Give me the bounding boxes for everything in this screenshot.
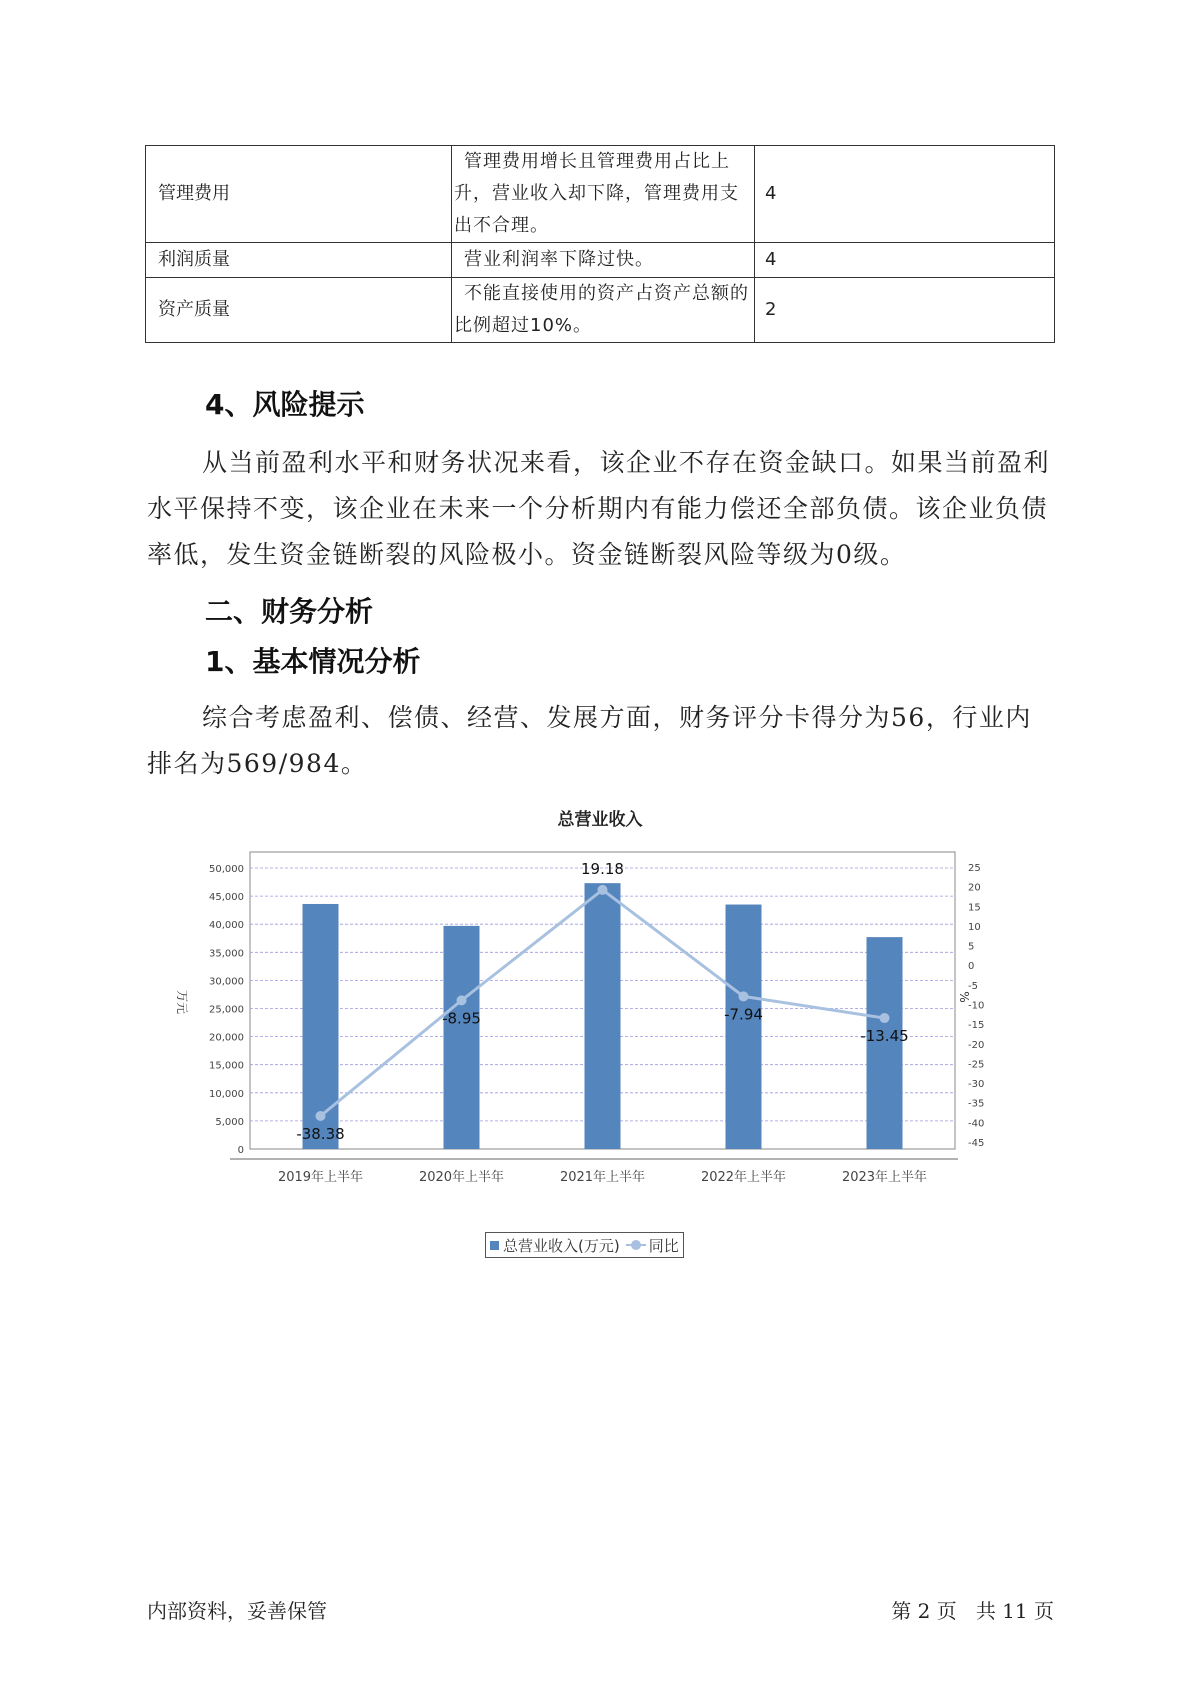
y2-tick-label: 20 [968,882,981,894]
table-cell-desc: 管理费用增长且管理费用占比上升，营业收入却下降，管理费用支出不合理。 [452,146,755,243]
x-tick-label: 2022年上半年 [700,1170,787,1185]
y2-tick-label: -40 [968,1118,985,1130]
y-tick-label: 30,000 [209,976,244,988]
risk-heading: 4、风险提示 [205,388,365,421]
table-row [146,146,1055,243]
legend-line-swatch [626,1240,646,1250]
chart-title: 总营业收入 [557,810,643,830]
y-tick-label: 5,000 [215,1116,244,1128]
y-axis-label: 万元 [175,989,189,1015]
legend-bar-swatch [490,1241,499,1250]
x-tick-label: 2023年上半年 [841,1170,928,1185]
x-tick-label: 2021年上半年 [559,1170,646,1185]
table-row [146,243,1055,278]
revenue-chart [170,800,1030,1230]
y-tick-label: 35,000 [209,948,244,960]
table-cell-desc: 营业利润率下降过快。 [452,243,755,278]
risk-table [145,145,1055,343]
y2-tick-label: 0 [968,961,975,973]
yoy-point [880,1013,890,1023]
bar [444,926,480,1149]
y2-axis-label: % [957,991,971,1003]
basic-analysis-paragraph: 综合考虑盈利、偿债、经营、发展方面，财务评分卡得分为56，行业内排名为569/984。 [147,703,1032,778]
table-cell-item: 利润质量 [146,243,452,278]
legend-line-label: 同比 [648,1236,679,1255]
y2-tick-label: 25 [968,863,981,874]
y2-tick-label: -45 [968,1138,985,1149]
bar [585,883,621,1149]
y-tick-label: 10,000 [209,1088,244,1100]
bar [726,905,762,1149]
y-tick-label: 50,000 [209,864,244,875]
table-cell-item: 管理费用 [146,146,452,243]
y2-tick-label: -35 [968,1098,985,1110]
y-tick-label: 15,000 [209,1060,244,1072]
y2-tick-label: -15 [968,1020,985,1032]
finance-heading: 二、财务分析 [205,595,374,628]
y2-tick-label: -30 [968,1079,985,1091]
x-tick-label: 2019年上半年 [277,1170,364,1185]
footer-page-number: 第 2 页 共 11 页 [891,1599,1054,1623]
data-label: 19.18 [581,859,624,878]
y-tick-label: 20,000 [209,1032,244,1044]
table-cell-score: 2 [755,278,1055,343]
y2-tick-label: -10 [968,1000,985,1012]
table-row [146,278,1055,343]
data-label: -7.94 [724,1005,763,1024]
y-tick-label: 0 [237,1145,244,1156]
data-label: -13.45 [860,1027,909,1046]
y-tick-label: 45,000 [209,892,244,904]
table-cell-score: 4 [755,146,1055,243]
footer-confidential: 内部资料，妥善保管 [147,1599,327,1623]
y2-tick-label: 10 [968,921,981,933]
table-cell-desc: 不能直接使用的资产占资产总额的比例超过10%。 [452,278,755,343]
yoy-point [316,1111,326,1121]
table-cell-item: 资产质量 [146,278,452,343]
data-label: -8.95 [442,1009,481,1028]
legend-bar-label: 总营业收入(万元) [503,1236,620,1255]
x-tick-label: 2020年上半年 [418,1170,505,1185]
y-tick-label: 25,000 [209,1004,244,1016]
y2-tick-label: 15 [968,902,981,914]
y2-tick-label: -25 [968,1059,985,1071]
y2-tick-label: -20 [968,1039,985,1051]
data-label: -38.38 [296,1124,345,1143]
yoy-point [598,885,608,895]
yoy-point [739,991,749,1001]
risk-paragraph: 从当前盈利水平和财务状况来看，该企业不存在资金缺口。如果当前盈利水平保持不变，该企业在未来一个分析期内有能力偿还全部负债。该企业负债率低，发生资金链断裂的风险极小。资金链断裂风险等级为0级。 [147,448,1051,569]
yoy-point [457,995,467,1005]
chart-legend [485,1232,684,1258]
y2-tick-label: -5 [968,980,978,992]
table-cell-score: 4 [755,243,1055,278]
y-tick-label: 40,000 [209,920,244,932]
y2-tick-label: 5 [968,941,975,953]
basic-analysis-heading: 1、基本情况分析 [205,645,421,678]
